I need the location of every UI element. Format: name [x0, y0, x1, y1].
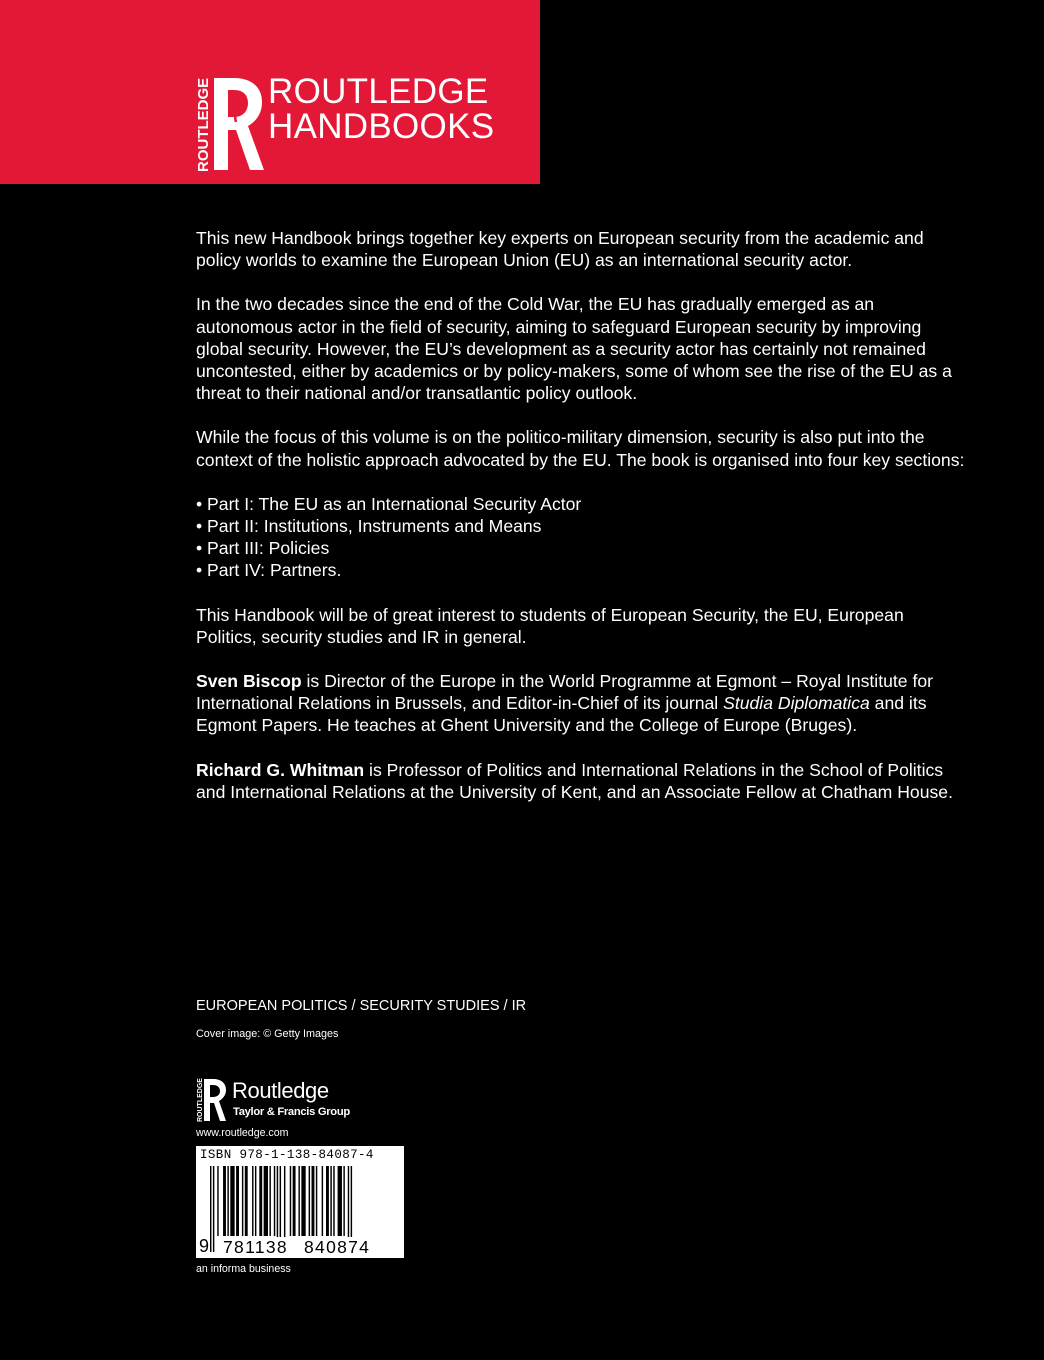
barcode-bar — [223, 1166, 226, 1236]
series-title-line2: HANDBOOKS — [268, 107, 495, 146]
barcode-bar — [227, 1166, 228, 1236]
barcode-bar — [242, 1166, 243, 1236]
barcode-bar — [301, 1166, 305, 1236]
publisher-tagline: an informa business — [196, 1263, 291, 1275]
audience-paragraph: This Handbook will be of great interest to students of European Security, the EU, European Politics, security studies and IR in general. — [196, 604, 904, 647]
barcode-bar — [255, 1166, 256, 1236]
series-title — [268, 74, 494, 144]
back-cover-text — [196, 227, 966, 825]
barcode-bar — [213, 1166, 214, 1252]
author2-bio — [196, 759, 966, 803]
barcode-bar — [330, 1166, 331, 1236]
intro-paragraph: This new Handbook brings together key experts on European security from the academic and policy worlds to examine the European Union (EU) as an international security actor. — [196, 228, 924, 271]
author1-name: Sven Biscop — [196, 671, 302, 692]
cover-image-credit: Cover image: © Getty Images — [196, 1028, 339, 1040]
barcode-bar — [252, 1166, 253, 1236]
barcode-bar — [338, 1166, 342, 1236]
routledge-small-logo-icon — [194, 1077, 230, 1123]
publisher-group: Taylor & Francis Group — [233, 1106, 350, 1118]
routledge-logo-icon — [192, 72, 264, 176]
ean-left-digits: 781138 — [223, 1237, 288, 1257]
list-item: • Part III: Policies — [196, 538, 330, 559]
ean-first-digit: 9 — [199, 1236, 210, 1256]
barcode-bar — [309, 1166, 310, 1236]
barcode-bar — [264, 1166, 268, 1236]
barcode-bar — [316, 1166, 317, 1236]
barcode-bar — [274, 1166, 275, 1236]
author1-bio — [196, 670, 966, 737]
focus-paragraph: While the focus of this volume is on the politico-military dimension, security is also put into the context of the holistic approach advocated by the EU. The book is organised into four key sections: — [196, 427, 965, 470]
barcode-bar — [290, 1166, 291, 1236]
context-paragraph: In the two decades since the end of the Cold War, the EU has gradually emerged as an autonomous actor in the field of security, aiming to safeguard European security by improving global security. However, the EU’s development as a security actor has certainly not remained uncontested, either by academics or by policy-makers, some of whom see the rise of the EU as a threat to their national and/or transatlantic policy outlook. — [196, 294, 952, 404]
barcode-bar — [259, 1166, 262, 1236]
ean-right-digits: 840874 — [304, 1237, 371, 1257]
barcode-bar — [217, 1166, 218, 1236]
series-title-line1: ROUTLEDGE — [268, 72, 489, 111]
list-item: • Part II: Institutions, Instruments and Means — [196, 516, 542, 537]
author2-name: Richard G. Whitman — [196, 759, 365, 780]
barcode-bar — [210, 1166, 211, 1252]
barcode-bar — [236, 1166, 239, 1236]
sections-list — [196, 493, 966, 582]
publisher-website: www.routledge.com — [196, 1127, 289, 1139]
barcode-bar — [333, 1166, 334, 1236]
subject-categories: EUROPEAN POLITICS / SECURITY STUDIES / IR — [196, 998, 527, 1014]
author2-bio-text: is Professor of Politics and International Relations in the School of Politics and International Relations at the University of Kent, and an Associate Fellow at Chatham House. — [196, 759, 953, 802]
barcode-bar — [269, 1166, 270, 1236]
list-item: • Part I: The EU as an International Security Actor — [196, 493, 582, 514]
isbn-barcode — [196, 1146, 404, 1258]
barcode-bar — [298, 1166, 299, 1236]
author1-bio-end: and its Egmont Papers. He teaches at Ghent University and the College of Europe (Bruges). — [196, 693, 927, 736]
journal-title: Studia Diplomatica — [723, 693, 870, 714]
barcode-bar — [326, 1166, 329, 1236]
barcode-bar — [322, 1166, 323, 1236]
logo-vertical-text: ROUTLEDGE — [195, 77, 212, 172]
isbn-text: ISBN 978-1-138-84087-4 — [200, 1148, 374, 1162]
barcode-bar — [293, 1166, 296, 1236]
publisher-name: Routledge — [232, 1078, 329, 1103]
barcode-bar — [245, 1166, 248, 1236]
barcode-bar — [312, 1166, 315, 1236]
barcode-bar — [343, 1166, 344, 1236]
barcode-bar — [230, 1166, 234, 1236]
list-item: • Part IV: Partners. — [196, 560, 342, 581]
author1-bio-text: is Director of the Europe in the World Programme at Egmont – Royal Institute for International Relations in Brussels, and Editor-in-Chief of its journal — [196, 671, 933, 714]
publisher-logo-vertical-text: ROUTLEDGE — [197, 1078, 204, 1122]
